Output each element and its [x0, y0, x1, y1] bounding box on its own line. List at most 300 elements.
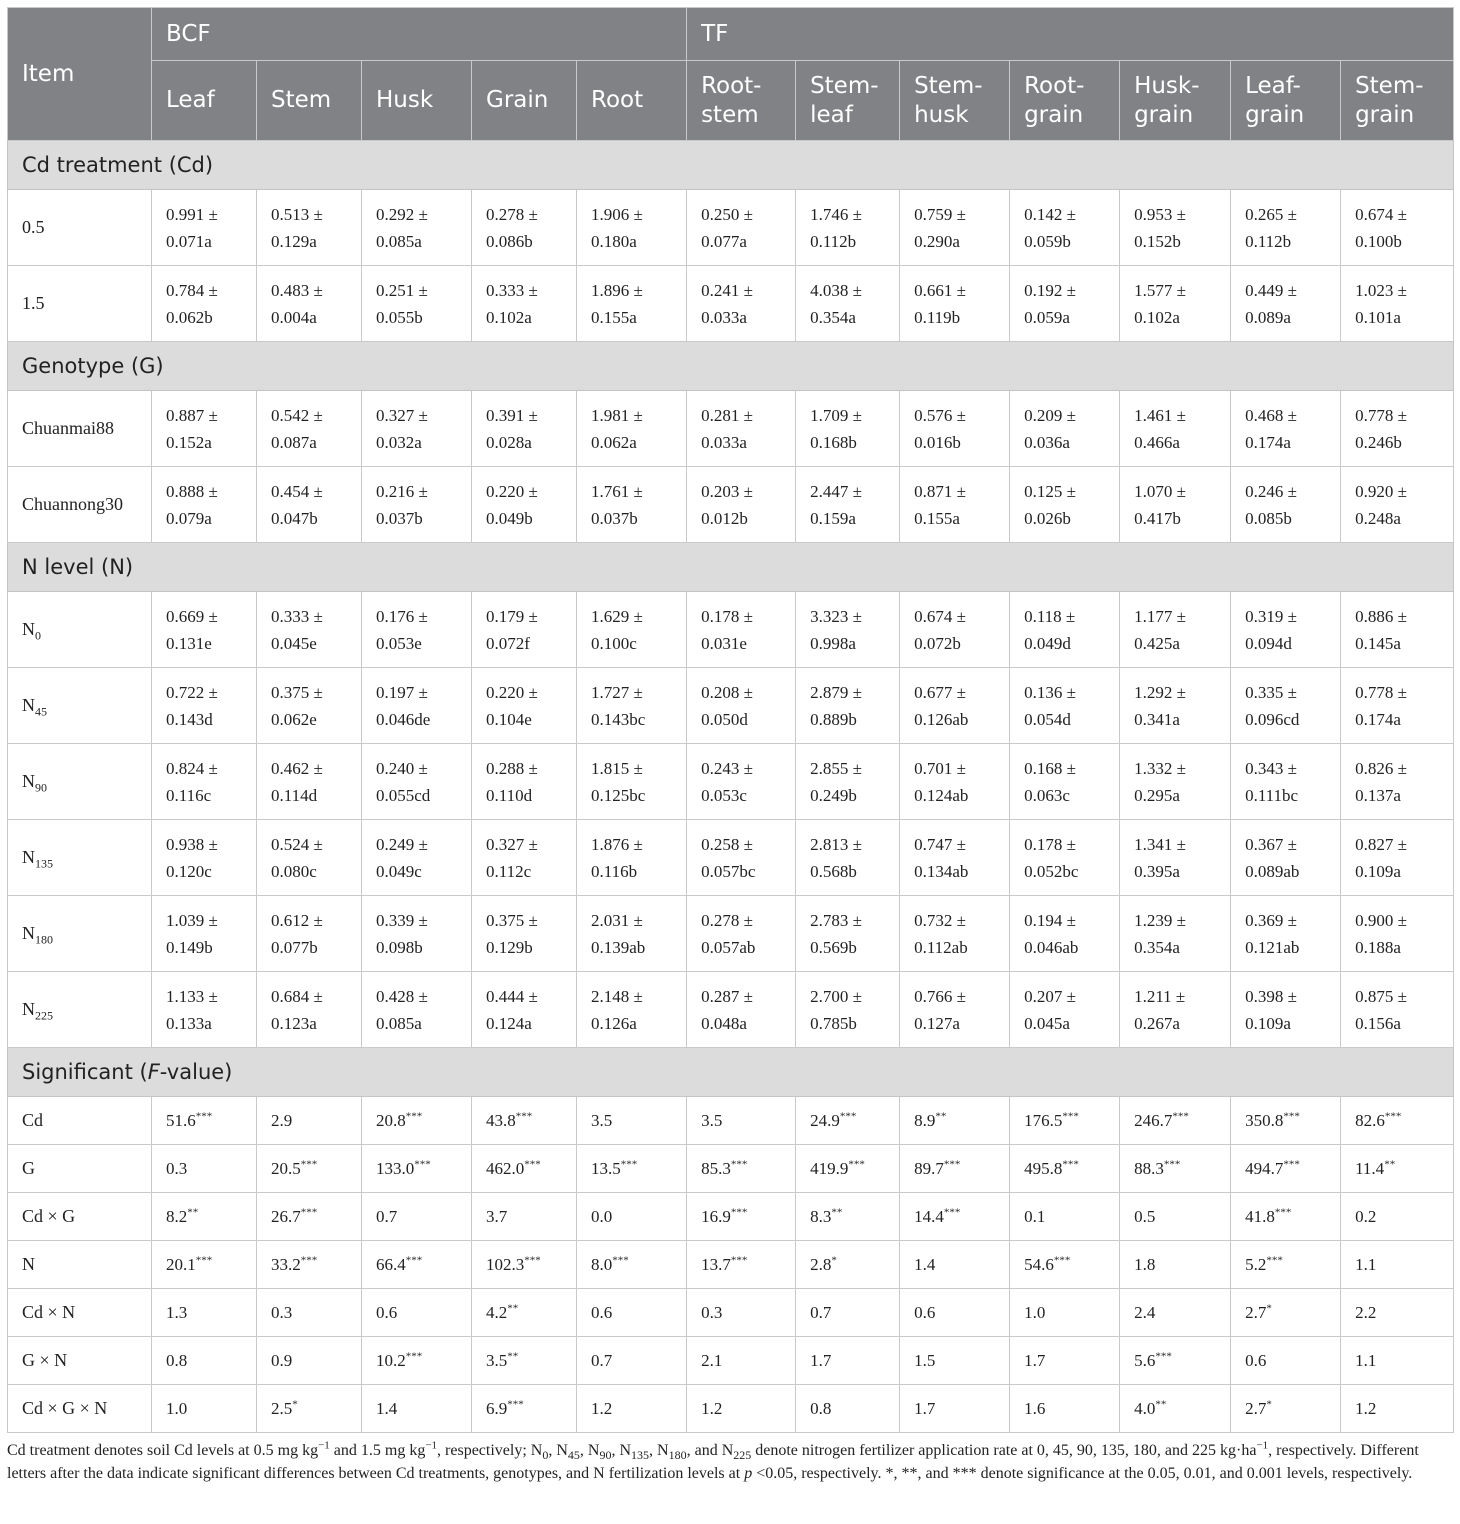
significance-stars: *** [1172, 1110, 1189, 1123]
significance-stars: * [292, 1398, 298, 1411]
cell-mean: 2.879 ± [810, 682, 862, 702]
cell-mean: 0.281 ± [701, 405, 753, 425]
cell-mean: 0.246 ± [1245, 481, 1297, 501]
cell-sd: 0.120c [166, 861, 212, 881]
table-cell [1010, 1337, 1120, 1385]
significance-stars: ** [187, 1206, 199, 1219]
table-cell [1010, 972, 1120, 1048]
table-cell [796, 266, 900, 342]
table-cell [687, 1241, 796, 1289]
footnote-superscript: −1 [318, 1439, 330, 1452]
row-label-text: 0.5 [22, 217, 45, 237]
cell-mean: 0.192 ± [1024, 280, 1076, 300]
cell-mean: 1.461 ± [1134, 405, 1186, 425]
cell-mean: 0.251 ± [376, 280, 428, 300]
table-cell [687, 1337, 796, 1385]
cell-sd: 0.354a [1134, 937, 1180, 957]
f-value: 495.8 [1024, 1159, 1063, 1178]
table-row [8, 668, 1454, 744]
cell-sd: 0.124a [486, 1013, 532, 1033]
header-col-tf-husk-grain [1120, 61, 1231, 141]
table-cell [152, 190, 257, 266]
cell-sd: 0.889b [810, 709, 857, 729]
cell-sd: 0.028a [486, 432, 532, 452]
table-row [8, 266, 1454, 342]
table-cell [687, 467, 796, 543]
cell-sd: 0.037b [376, 508, 423, 528]
footnote-text: , N [548, 1442, 568, 1459]
table-cell [577, 467, 687, 543]
cell-sd: 0.569b [810, 937, 857, 957]
table-cell [1120, 1385, 1231, 1433]
cell-mean: 0.612 ± [271, 910, 323, 930]
table-cell [900, 668, 1010, 744]
table-cell [1120, 1337, 1231, 1385]
cell-sd: 0.049b [486, 508, 533, 528]
f-value: 8.2 [166, 1207, 188, 1226]
cell-sd: 0.295a [1134, 785, 1180, 805]
f-value: 176.5 [1024, 1111, 1063, 1130]
f-value: 0.8 [166, 1351, 188, 1370]
significance-stars: *** [300, 1254, 318, 1267]
significance-stars: *** [405, 1350, 423, 1363]
cell-mean: 0.220 ± [486, 481, 538, 501]
f-value: 419.9 [810, 1159, 849, 1178]
cell-mean: 0.207 ± [1024, 986, 1076, 1006]
cell-sd: 0.050d [701, 709, 748, 729]
header-col-line-2: grain [1024, 101, 1084, 128]
table-cell [1231, 668, 1341, 744]
header-col-line-2: grain [1355, 101, 1415, 128]
cell-mean: 0.278 ± [486, 204, 538, 224]
section-row [8, 342, 1454, 391]
cell-sd: 0.785b [810, 1013, 857, 1033]
significance-stars: *** [848, 1158, 865, 1171]
footnote-italic: p [744, 1465, 753, 1482]
cell-sd: 0.127a [914, 1013, 960, 1033]
table-cell [1120, 266, 1231, 342]
cell-mean: 0.722 ± [166, 682, 218, 702]
header-group-tf: TF [687, 8, 1454, 61]
cell-mean: 0.920 ± [1355, 481, 1407, 501]
f-value: 13.7 [701, 1255, 731, 1274]
f-value: 0.0 [591, 1207, 613, 1226]
cell-mean: 0.398 ± [1245, 986, 1297, 1006]
cell-mean: 0.343 ± [1245, 758, 1297, 778]
f-value: 1.2 [591, 1399, 613, 1418]
significance-stars: *** [730, 1254, 748, 1267]
header-col-line-2: leaf [810, 101, 853, 128]
cell-sd: 0.112b [810, 231, 857, 251]
cell-sd: 0.109a [1355, 861, 1401, 881]
table-cell [1231, 1145, 1341, 1193]
table-cell [472, 1193, 577, 1241]
cell-sd: 0.049d [1024, 633, 1071, 653]
table-cell [577, 1193, 687, 1241]
f-value: 0.6 [376, 1303, 398, 1322]
row-label-text: N [22, 695, 35, 715]
table-cell [1010, 266, 1120, 342]
row-label-subscript: 90 [35, 780, 47, 795]
significance-stars: *** [524, 1158, 541, 1171]
row-label-text: N [22, 999, 35, 1019]
cell-sd: 0.089ab [1245, 861, 1300, 881]
table-cell [1010, 391, 1120, 467]
f-value: 2.4 [1134, 1303, 1156, 1322]
table-cell [152, 592, 257, 668]
cell-mean: 0.827 ± [1355, 834, 1407, 854]
cell-sd: 0.126a [591, 1013, 637, 1033]
table-cell [1341, 1241, 1454, 1289]
table-cell [1120, 1193, 1231, 1241]
table-cell [1231, 467, 1341, 543]
f-value: 6.9 [486, 1399, 508, 1418]
table-cell [1010, 1241, 1120, 1289]
cell-sd: 0.033a [701, 307, 747, 327]
table-cell [1341, 1337, 1454, 1385]
cell-sd: 0.114d [271, 785, 318, 805]
cell-mean: 2.148 ± [591, 986, 643, 1006]
cell-sd: 0.094d [1245, 633, 1292, 653]
table-cell [257, 1097, 362, 1145]
cell-mean: 0.900 ± [1355, 910, 1407, 930]
significance-stars: *** [300, 1206, 318, 1219]
cell-mean: 0.784 ± [166, 280, 218, 300]
significance-stars: *** [524, 1254, 541, 1267]
cell-sd: 0.085b [1245, 508, 1292, 528]
table-cell [687, 1289, 796, 1337]
cell-sd: 0.033a [701, 432, 747, 452]
significance-stars: *** [943, 1206, 961, 1219]
significance-stars: * [1266, 1398, 1272, 1411]
footnote-text: , N [579, 1442, 600, 1459]
cell-mean: 3.323 ± [810, 606, 862, 626]
table-cell [152, 668, 257, 744]
cell-mean: 0.483 ± [271, 280, 323, 300]
table-cell [257, 1241, 362, 1289]
f-value: 20.1 [166, 1255, 196, 1274]
cell-mean: 0.288 ± [486, 758, 538, 778]
cell-sd: 0.139ab [591, 937, 646, 957]
cell-mean: 0.240 ± [376, 758, 428, 778]
cell-mean: 0.125 ± [1024, 481, 1076, 501]
cell-mean: 1.332 ± [1134, 758, 1186, 778]
cell-mean: 0.766 ± [914, 986, 966, 1006]
table-cell [472, 1145, 577, 1193]
table-cell [152, 1145, 257, 1193]
cell-mean: 0.375 ± [486, 910, 538, 930]
table-cell [577, 391, 687, 467]
table-cell [1010, 744, 1120, 820]
table-cell [472, 1289, 577, 1337]
header-col-line-1: Leaf- [1245, 72, 1301, 99]
header-col-line-1: Root- [1024, 72, 1085, 99]
cell-sd: 0.053c [701, 785, 747, 805]
cell-sd: 0.466a [1134, 432, 1180, 452]
f-value: 1.6 [1024, 1399, 1046, 1418]
cell-sd: 0.057ab [701, 937, 756, 957]
table-cell [152, 896, 257, 972]
cell-mean: 2.700 ± [810, 986, 862, 1006]
header-row-groups [8, 8, 1454, 61]
table-cell [577, 820, 687, 896]
cell-mean: 0.576 ± [914, 405, 966, 425]
table-cell [1231, 744, 1341, 820]
table-cell [257, 1385, 362, 1433]
table-cell [1120, 190, 1231, 266]
f-value: 1.2 [701, 1399, 723, 1418]
significance-stars: *** [730, 1206, 748, 1219]
table-cell [1231, 592, 1341, 668]
row-label-subscript: 135 [35, 856, 53, 871]
significance-stars: ** [1384, 1158, 1396, 1171]
f-value: 0.6 [914, 1303, 936, 1322]
f-value: 1.2 [1355, 1399, 1377, 1418]
table-cell [1010, 668, 1120, 744]
footnote-text: and 1.5 mg kg [329, 1442, 426, 1459]
cell-mean: 0.524 ± [271, 834, 323, 854]
row-label-text: N [22, 847, 35, 867]
section-row [8, 543, 1454, 592]
cell-sd: 0.087a [271, 432, 317, 452]
cell-mean: 0.369 ± [1245, 910, 1297, 930]
cell-mean: 0.454 ± [271, 481, 323, 501]
cell-sd: 0.085a [376, 231, 422, 251]
row-label [8, 592, 152, 668]
table-cell [577, 1289, 687, 1337]
f-value: 102.3 [486, 1255, 525, 1274]
f-value: 4.2 [486, 1303, 508, 1322]
f-value: 1.0 [166, 1399, 188, 1418]
cell-mean: 0.250 ± [701, 204, 753, 224]
cell-sd: 0.246b [1355, 432, 1402, 452]
significance-stars: *** [1283, 1110, 1300, 1123]
cell-sd: 0.047b [271, 508, 318, 528]
cell-sd: 0.341a [1134, 709, 1180, 729]
significance-stars: ** [1155, 1398, 1167, 1411]
section-title-italic: F [147, 1059, 160, 1084]
footnote-text: , and N [686, 1442, 734, 1459]
cell-mean: 0.179 ± [486, 606, 538, 626]
table-cell [1341, 1385, 1454, 1433]
table-cell [1341, 1097, 1454, 1145]
cell-mean: 0.319 ± [1245, 606, 1297, 626]
table-cell [257, 391, 362, 467]
cell-sd: 0.048a [701, 1013, 747, 1033]
cell-sd: 0.112ab [914, 937, 968, 957]
table-cell [687, 592, 796, 668]
table-cell [796, 972, 900, 1048]
table-cell [687, 266, 796, 342]
significance-stars: *** [1062, 1110, 1079, 1123]
table-cell [1120, 972, 1231, 1048]
table-cell [1010, 820, 1120, 896]
table-cell [472, 1097, 577, 1145]
cell-sd: 0.031e [701, 633, 747, 653]
cell-mean: 1.629 ± [591, 606, 643, 626]
cell-sd: 0.417b [1134, 508, 1181, 528]
table-cell [577, 744, 687, 820]
cell-mean: 2.813 ± [810, 834, 862, 854]
section-title: Genotype (G) [8, 342, 1454, 391]
f-value: 4.0 [1134, 1399, 1156, 1418]
f-value: 66.4 [376, 1255, 406, 1274]
cell-sd: 0.111bc [1245, 785, 1299, 805]
cell-sd: 0.143bc [591, 709, 646, 729]
table-cell [796, 668, 900, 744]
table-cell [472, 744, 577, 820]
significance-stars: *** [839, 1110, 857, 1123]
f-value: 16.9 [701, 1207, 731, 1226]
cell-sd: 0.180a [591, 231, 637, 251]
table-cell [152, 972, 257, 1048]
cell-mean: 0.824 ± [166, 758, 218, 778]
table-cell [900, 266, 1010, 342]
cell-mean: 0.168 ± [1024, 758, 1076, 778]
table-row [8, 1289, 1454, 1337]
table-cell [257, 820, 362, 896]
f-value: 494.7 [1245, 1159, 1284, 1178]
table-footnote [7, 1439, 1453, 1485]
footnote-subscript: 135 [631, 1448, 650, 1463]
table-cell [362, 668, 472, 744]
cell-sd: 0.290a [914, 231, 960, 251]
cell-mean: 1.896 ± [591, 280, 643, 300]
cell-sd: 0.045a [1024, 1013, 1070, 1033]
f-value: 14.4 [914, 1207, 944, 1226]
f-value: 13.5 [591, 1159, 621, 1178]
table-cell [1231, 391, 1341, 467]
table-cell [362, 592, 472, 668]
f-value: 0.8 [810, 1399, 832, 1418]
cell-sd: 0.249b [810, 785, 857, 805]
cell-sd: 0.155a [591, 307, 637, 327]
table-cell [1010, 190, 1120, 266]
f-value: 246.7 [1134, 1111, 1173, 1130]
row-label-subscript: 225 [35, 1008, 53, 1023]
table-cell [362, 1385, 472, 1433]
table-cell [1120, 1145, 1231, 1193]
data-table [7, 7, 1454, 1433]
table-cell [1120, 467, 1231, 543]
cell-sd: 0.046ab [1024, 937, 1079, 957]
table-cell [1120, 1097, 1231, 1145]
footnote-subscript: 180 [668, 1448, 687, 1463]
cell-sd: 0.156a [1355, 1013, 1401, 1033]
table-cell [900, 1337, 1010, 1385]
f-value: 5.2 [1245, 1255, 1267, 1274]
table-cell [362, 820, 472, 896]
cell-mean: 1.761 ± [591, 481, 643, 501]
table-cell [900, 467, 1010, 543]
table-cell [1010, 1385, 1120, 1433]
cell-sd: 0.354a [810, 307, 856, 327]
table-cell [900, 1097, 1010, 1145]
cell-mean: 1.815 ± [591, 758, 643, 778]
table-cell [1231, 896, 1341, 972]
table-cell [687, 820, 796, 896]
table-cell [577, 266, 687, 342]
table-cell [362, 190, 472, 266]
f-value: 1.1 [1355, 1255, 1377, 1274]
table-cell [687, 1097, 796, 1145]
table-cell [1231, 266, 1341, 342]
header-col-line-1: Husk- [1134, 72, 1200, 99]
table-cell [1231, 972, 1341, 1048]
cell-sd: 0.062e [271, 709, 317, 729]
row-label [8, 391, 152, 467]
table-cell [152, 1097, 257, 1145]
f-value: 1.0 [1024, 1303, 1046, 1322]
cell-sd: 0.116c [166, 785, 212, 805]
row-label [8, 668, 152, 744]
table-cell [900, 820, 1010, 896]
f-value: 1.7 [1024, 1351, 1046, 1370]
cell-mean: 0.142 ± [1024, 204, 1076, 224]
table-cell [362, 1241, 472, 1289]
table-cell [257, 266, 362, 342]
f-value: 11.4 [1355, 1159, 1385, 1178]
f-value: 3.5 [701, 1111, 723, 1130]
table-cell [577, 1337, 687, 1385]
table-cell [152, 467, 257, 543]
table-cell [472, 592, 577, 668]
f-value: 24.9 [810, 1111, 840, 1130]
cell-mean: 0.542 ± [271, 405, 323, 425]
table-cell [900, 1193, 1010, 1241]
header-col-line-2: husk [914, 101, 969, 128]
cell-mean: 0.875 ± [1355, 986, 1407, 1006]
cell-sd: 0.045e [271, 633, 317, 653]
f-value: 20.8 [376, 1111, 406, 1130]
table-cell [687, 744, 796, 820]
f-value: 33.2 [271, 1255, 301, 1274]
cell-mean: 4.038 ± [810, 280, 862, 300]
row-label [8, 467, 152, 543]
f-value: 10.2 [376, 1351, 406, 1370]
table-cell [152, 1241, 257, 1289]
cell-sd: 0.149b [166, 937, 213, 957]
row-label-text: N [22, 771, 35, 791]
cell-mean: 1.981 ± [591, 405, 643, 425]
cell-sd: 0.086b [486, 231, 533, 251]
cell-mean: 0.449 ± [1245, 280, 1297, 300]
table-cell [796, 896, 900, 972]
table-cell [257, 972, 362, 1048]
table-cell [796, 1193, 900, 1241]
footnote-subscript: 90 [599, 1448, 612, 1463]
table-cell [1231, 1193, 1341, 1241]
table-cell [900, 190, 1010, 266]
cell-mean: 1.341 ± [1134, 834, 1186, 854]
footnote-text: , N [649, 1442, 669, 1459]
cell-mean: 0.871 ± [914, 481, 966, 501]
table-cell [577, 896, 687, 972]
cell-mean: 0.684 ± [271, 986, 323, 1006]
cell-mean: 0.886 ± [1355, 606, 1407, 626]
cell-mean: 0.339 ± [376, 910, 428, 930]
f-value: 0.3 [701, 1303, 723, 1322]
row-label: G × N [8, 1337, 152, 1385]
header-col-tf-stem-grain [1341, 61, 1454, 141]
cell-mean: 0.513 ± [271, 204, 323, 224]
cell-mean: 0.888 ± [166, 481, 218, 501]
cell-mean: 1.876 ± [591, 834, 643, 854]
significance-stars: ** [507, 1302, 519, 1315]
cell-mean: 1.709 ± [810, 405, 862, 425]
row-label [8, 744, 152, 820]
cell-sd: 0.062a [591, 432, 637, 452]
